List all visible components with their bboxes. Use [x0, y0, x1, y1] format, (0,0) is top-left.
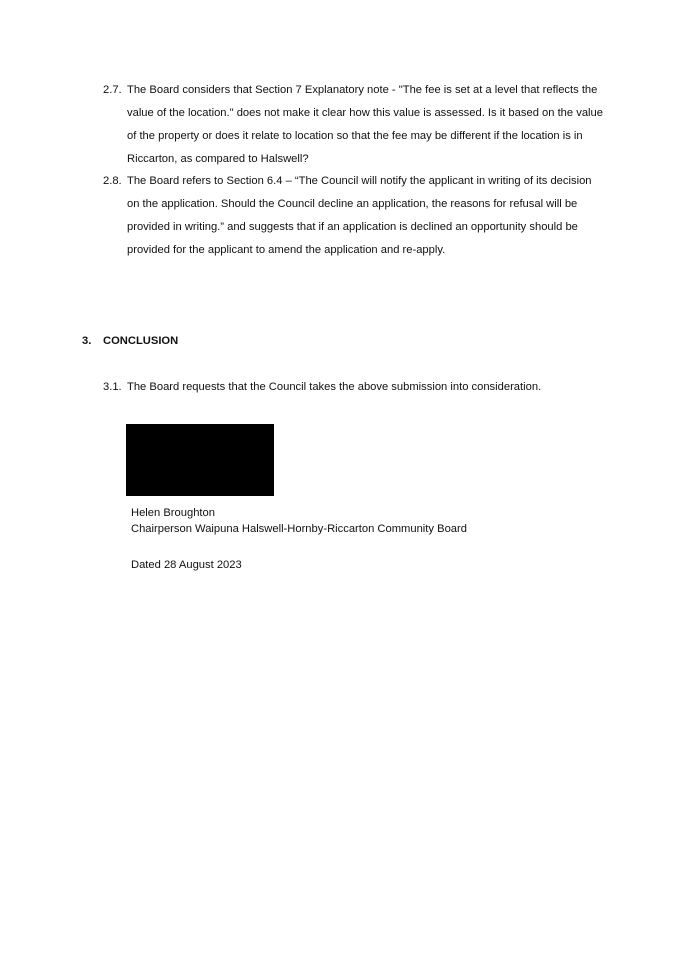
paragraph-3-1	[103, 376, 603, 399]
section-title: CONCLUSION	[103, 335, 179, 347]
paragraph-number: 2.7.	[103, 84, 122, 96]
paragraph-number: 3.1.	[103, 381, 122, 393]
paragraph-text: The Board requests that the Council takes the above submission into consideration.	[127, 381, 542, 393]
signatory-title: Chairperson Waipuna Halswell-Hornby-Riccarton Community Board	[131, 522, 467, 535]
section-number: 3.	[82, 335, 92, 347]
paragraph-number: 2.8.	[103, 175, 122, 187]
paragraph-2-8	[103, 170, 603, 262]
date-line: Dated 28 August 2023	[131, 559, 242, 571]
signatory-name: Helen Broughton	[131, 507, 215, 519]
section-heading-conclusion	[82, 330, 178, 353]
redacted-signature	[126, 424, 274, 496]
paragraph-2-7	[103, 79, 603, 171]
paragraph-text: The Board considers that Section 7 Explanatory note - "The fee is set at a level that reflects the value of the location." does not make it clear how this value is assessed. Is it based on the value of the property or does it relate to location so that the fee may be different if the location is in Riccarton, as compared to Halswell?	[127, 84, 603, 165]
paragraph-text: The Board refers to Section 6.4 – “The Council will notify the applicant in writing of its decision on the application. Should the Council decline an application, the reasons for refusal will be provided in writing.” and suggests that if an application is declined an opportunity should be provided for the applicant to amend the application and re-apply.	[127, 175, 592, 256]
